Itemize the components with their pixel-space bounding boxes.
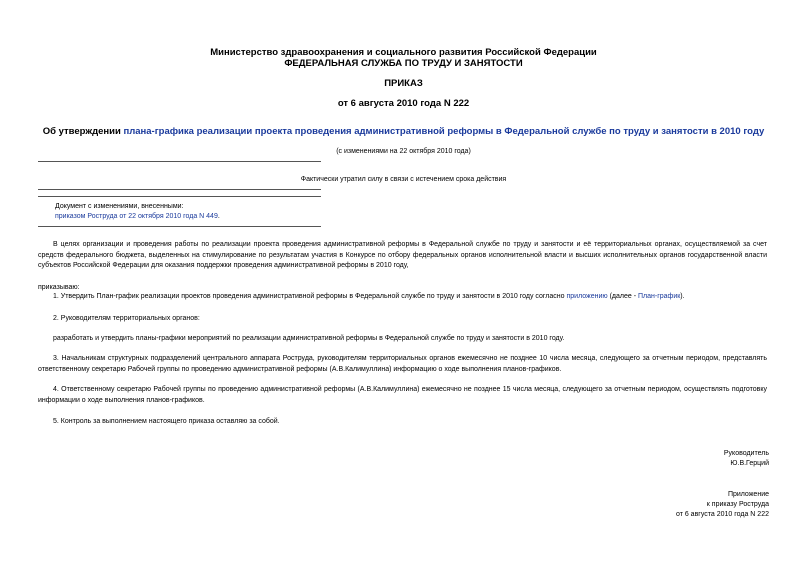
item-4: 4. Ответственному секретарю Рабочей группы по проведению административной реформы (А.В.Калимуллина) ежемесячно не позднее 15 числа месяца, следующего за отчетным периодом, осуществлять подготовку информации о ходе выполнения планов-графиков. xyxy=(38,386,767,404)
doc-type: ПРИКАЗ xyxy=(384,78,423,89)
changes-link[interactable]: приказом Роструда от 22 октября 2010 года N 449 xyxy=(55,213,218,220)
divider-3 xyxy=(38,196,321,197)
divider-1 xyxy=(38,161,321,162)
item-1 xyxy=(38,292,767,303)
plan-schedule-link[interactable]: План-график xyxy=(638,293,681,300)
status-note: Фактически утратил силу в связи с истечением срока действия xyxy=(300,176,507,183)
ministry-name: Министерство здравоохранения и социального развития Российской Федерации xyxy=(210,47,597,58)
changes-label: Документ с изменениями, внесенными: xyxy=(55,203,184,210)
document-title xyxy=(0,126,807,137)
title-prefix: Об утверждении xyxy=(42,126,124,137)
appendix-link[interactable]: приложению xyxy=(566,293,608,300)
title-link[interactable]: плана-графика реализации проекта проведения административной реформы в Федеральной службе по труду и занятости в 2010 году xyxy=(123,126,765,137)
appendix-line-3: от 6 августа 2010 года N 222 xyxy=(675,511,769,518)
item-3: 3. Начальникам структурных подразделений центрального аппарата Роструда, руководителям территориальных органов ежемесячно не позднее 10 числа месяца, следующего за отчетным периодом, представлять ответственному секретарю Рабочей группы по проведению административной реформы (А.В.Калимуллина) информацию о ходе выполнения планов-графиков. xyxy=(38,355,767,373)
item-1-mid: (далее - xyxy=(607,293,639,300)
doc-date-number: от 6 августа 2010 года N 222 xyxy=(337,98,470,109)
changes-line xyxy=(55,212,220,222)
amended-note: (с изменениями на 22 октября 2010 года) xyxy=(336,148,471,155)
item-5: 5. Контроль за выполнением настоящего приказа оставляю за собой. xyxy=(53,418,280,425)
appendix-line-1: Приложение xyxy=(727,491,769,498)
item-1-text: 1. Утвердить План-график реализации проектов проведения административной реформы в Федеральной службе по труду и занятости в 2010 году согласно xyxy=(53,293,567,300)
changes-suffix: . xyxy=(217,213,220,220)
item-2: 2. Руководителям территориальных органов: xyxy=(53,315,200,322)
order-word: приказываю: xyxy=(38,284,80,291)
item-1-end: ). xyxy=(680,293,685,300)
divider-2 xyxy=(38,189,321,190)
signature-position: Руководитель xyxy=(723,450,769,457)
divider-4 xyxy=(38,226,321,227)
appendix-line-2: к приказу Роструда xyxy=(706,501,769,508)
item-2-sub: разработать и утвердить планы-графики мероприятий по реализации административной реформы в Федеральной службе по труду и занятости в 2010 году. xyxy=(53,335,565,342)
service-name: ФЕДЕРАЛЬНАЯ СЛУЖБА ПО ТРУДУ И ЗАНЯТОСТИ xyxy=(284,58,523,69)
preamble-paragraph: В целях организации и проведения работы по реализации проекта проведения административной реформы в Федеральной службе по труду и занятости и её территориальных органах, осуществляемой за счет средств федерального бюджета, выделенных на стимулирование по результатам участия в Конкурсе по отбору федеральных органов исполнительной власти и высших исполнительных органов государственной власти субъектов Российской Федерации для оказания поддержки проведения административной реформы в 2010 году, xyxy=(38,241,767,269)
signature-name: Ю.В.Герций xyxy=(730,460,769,467)
